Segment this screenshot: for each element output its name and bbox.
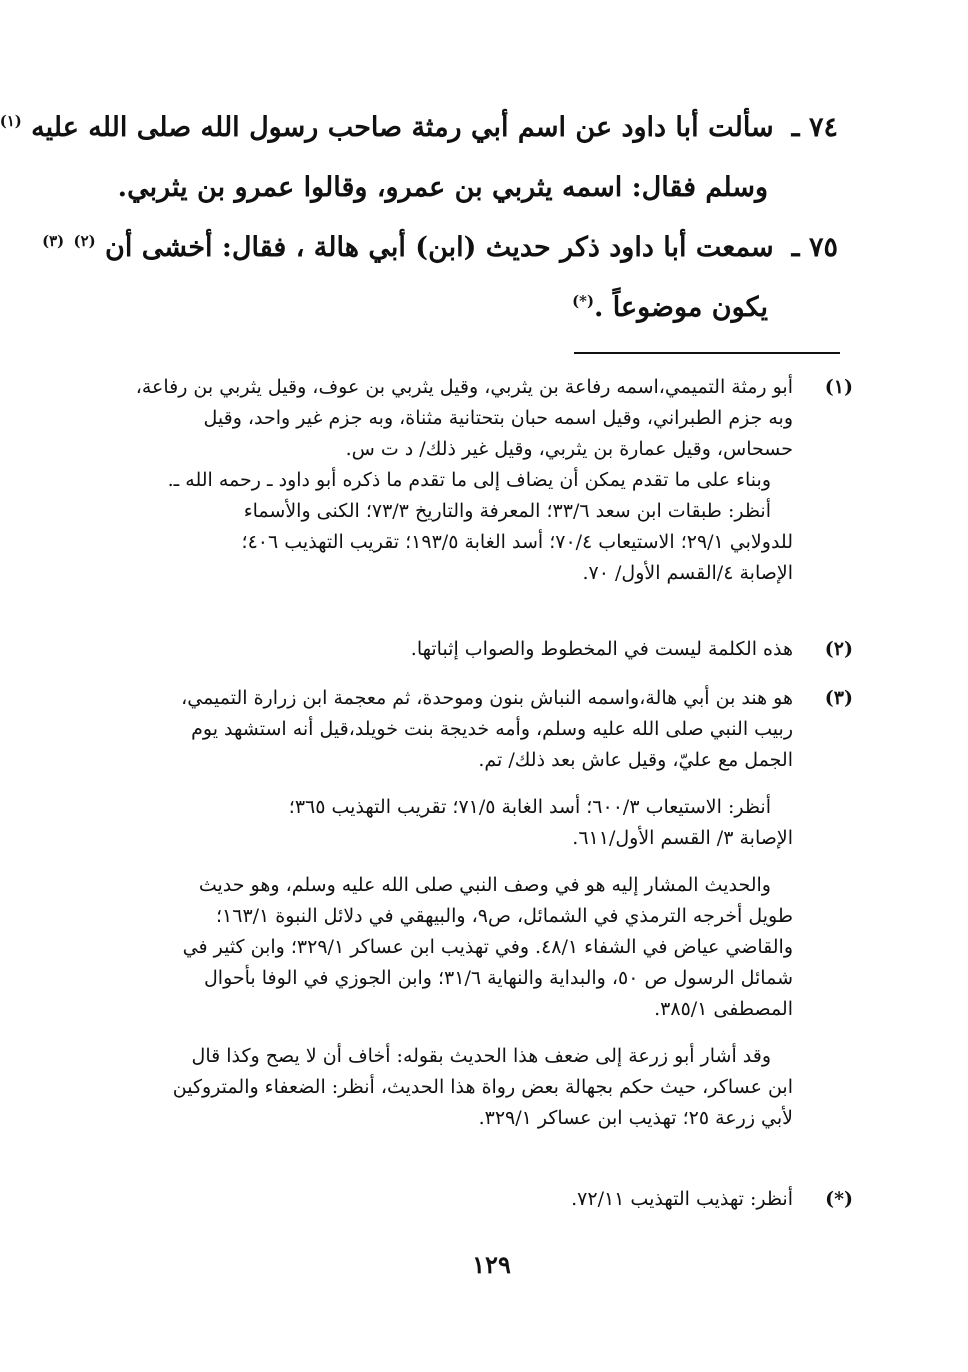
footnote-3 (133, 683, 853, 1134)
footnote-ref: (٢) (73, 232, 96, 250)
entry-text: يكون موضوعاً . (593, 292, 768, 323)
entry-74-line-1 (0, 98, 838, 158)
entry-number: ٧٥ ـ (791, 232, 838, 263)
entry-75-line-1 (42, 218, 838, 278)
footnote-line: أبو رمثة التميمي،اسمه رفاعة بن يثربي، وقيل يثربي بن عوف، وقيل يثربي بن رفاعة، (135, 376, 793, 398)
entry-75-line-2 (138, 278, 838, 338)
entry-74-line-2: وسلم فقال: اسمه يثربي بن عمرو، وقالوا عمرو بن يثربي. (117, 172, 768, 203)
footnote-line: والحديث المشار إليه هو في وصف النبي صلى الله عليه وسلم، وهو حديث (198, 874, 771, 896)
footnote-line: هذه الكلمة ليست في المخطوط والصواب إثباتها. (410, 638, 793, 660)
footnote-line: أنظر: طبقات ابن سعد ٣٣/٦؛ المعرفة والتاريخ ٧٣/٣؛ الكنى والأسماء (243, 500, 771, 522)
footnote-ref: (١) (0, 112, 22, 130)
entry-75 (42, 218, 838, 338)
footnote-separator (574, 352, 840, 354)
footnote-ref: (*) (572, 292, 594, 310)
footnote-line: الإصابة ٣/ القسم الأول/٦١١. (572, 827, 793, 849)
footnote-line: لأبي زرعة ٢٥؛ تهذيب ابن عساكر ٣٢٩/١. (478, 1107, 793, 1129)
footnote-line: ربيب النبي صلى الله عليه وسلم، وأمه خديجة بنت خويلد،قيل أنه استشهد يوم (191, 718, 793, 740)
footnote-2 (133, 634, 853, 665)
footnote-line: وبه جزم الطبراني، وقيل اسمه حبان بتحتانية مثناة، وبه جزم غير واحد، وقيل (203, 407, 793, 429)
footnote-star (133, 1184, 853, 1215)
footnote-line: المصطفى ٣٨٥/١. (654, 998, 793, 1020)
footnote-line: حسحاس، وقيل عمارة بن يثربي، وقيل غير ذلك/ د ت س. (345, 438, 793, 460)
footnote-line: ابن عساكر، حيث حكم بجهالة بعض رواة هذا الحديث، أنظر: الضعفاء والمتروكين (172, 1076, 793, 1098)
footnote-line: أنظر: الاستيعاب ٦٠٠/٣؛ أسد الغابة ٧١/٥؛ تقريب التهذيب ٣٦٥؛ (288, 796, 771, 818)
entry-text: سألت أبا داود عن اسم أبي رمثة صاحب رسول الله صلى الله عليه (31, 112, 774, 143)
entry-number: ٧٤ ـ (791, 112, 838, 143)
footnote-line: وقد أشار أبو زرعة إلى ضعف هذا الحديث بقوله: أخاف أن لا يصح وكذا قال (191, 1045, 771, 1067)
footnote-line: الجمل مع عليّ، وقيل عاش بعد ذلك/ تم. (478, 749, 793, 771)
footnote-line: شمائل الرسول ص ٥٠، والبداية والنهاية ٣١/٦؛ وابن الجوزي في الوفا بأحوال (203, 967, 793, 989)
footnote-marker: (*) (825, 1188, 853, 1210)
entry-text: سمعت أبا داود ذكر حديث (ابن) أبي هالة ، فقال: أخشى أن (105, 232, 774, 263)
footnote-line: للدولابي ٢٩/١؛ الاستيعاب ٧٠/٤؛ أسد الغابة ١٩٣/٥؛ تقريب التهذيب ٤٠٦؛ (241, 531, 793, 553)
footnote-marker: (١) (824, 376, 853, 398)
footnote-line: والقاضي عياض في الشفاء ٤٨/١. وفي تهذيب ابن عساكر ٣٢٩/١؛ وابن كثير في (182, 936, 793, 958)
page-number: ١٢٩ (472, 1250, 511, 1279)
footnote-marker: (٣) (824, 687, 853, 709)
footnote-line: وبناء على ما تقدم يمكن أن يضاف إلى ما تقدم ما ذكره أبو داود ـ رحمه الله ـ. (167, 469, 771, 491)
footnote-1 (133, 372, 853, 589)
footnote-line: طويل أخرجه الترمذي في الشمائل، ص٩، والبيهقي في دلائل النبوة ١٦٣/١؛ (215, 905, 793, 927)
footnote-ref: (٣) (42, 232, 65, 250)
entry-74 (0, 98, 838, 218)
footnote-marker: (٢) (824, 638, 853, 660)
footnote-line: هو هند بن أبي هالة،واسمه النباش بنون وموحدة، ثم معجمة ابن زرارة التميمي، (181, 687, 793, 709)
footnote-line: الإصابة ٤/القسم الأول/ ٧٠. (582, 562, 793, 584)
footnote-line: أنظر: تهذيب التهذيب ٧٢/١١. (571, 1188, 793, 1210)
